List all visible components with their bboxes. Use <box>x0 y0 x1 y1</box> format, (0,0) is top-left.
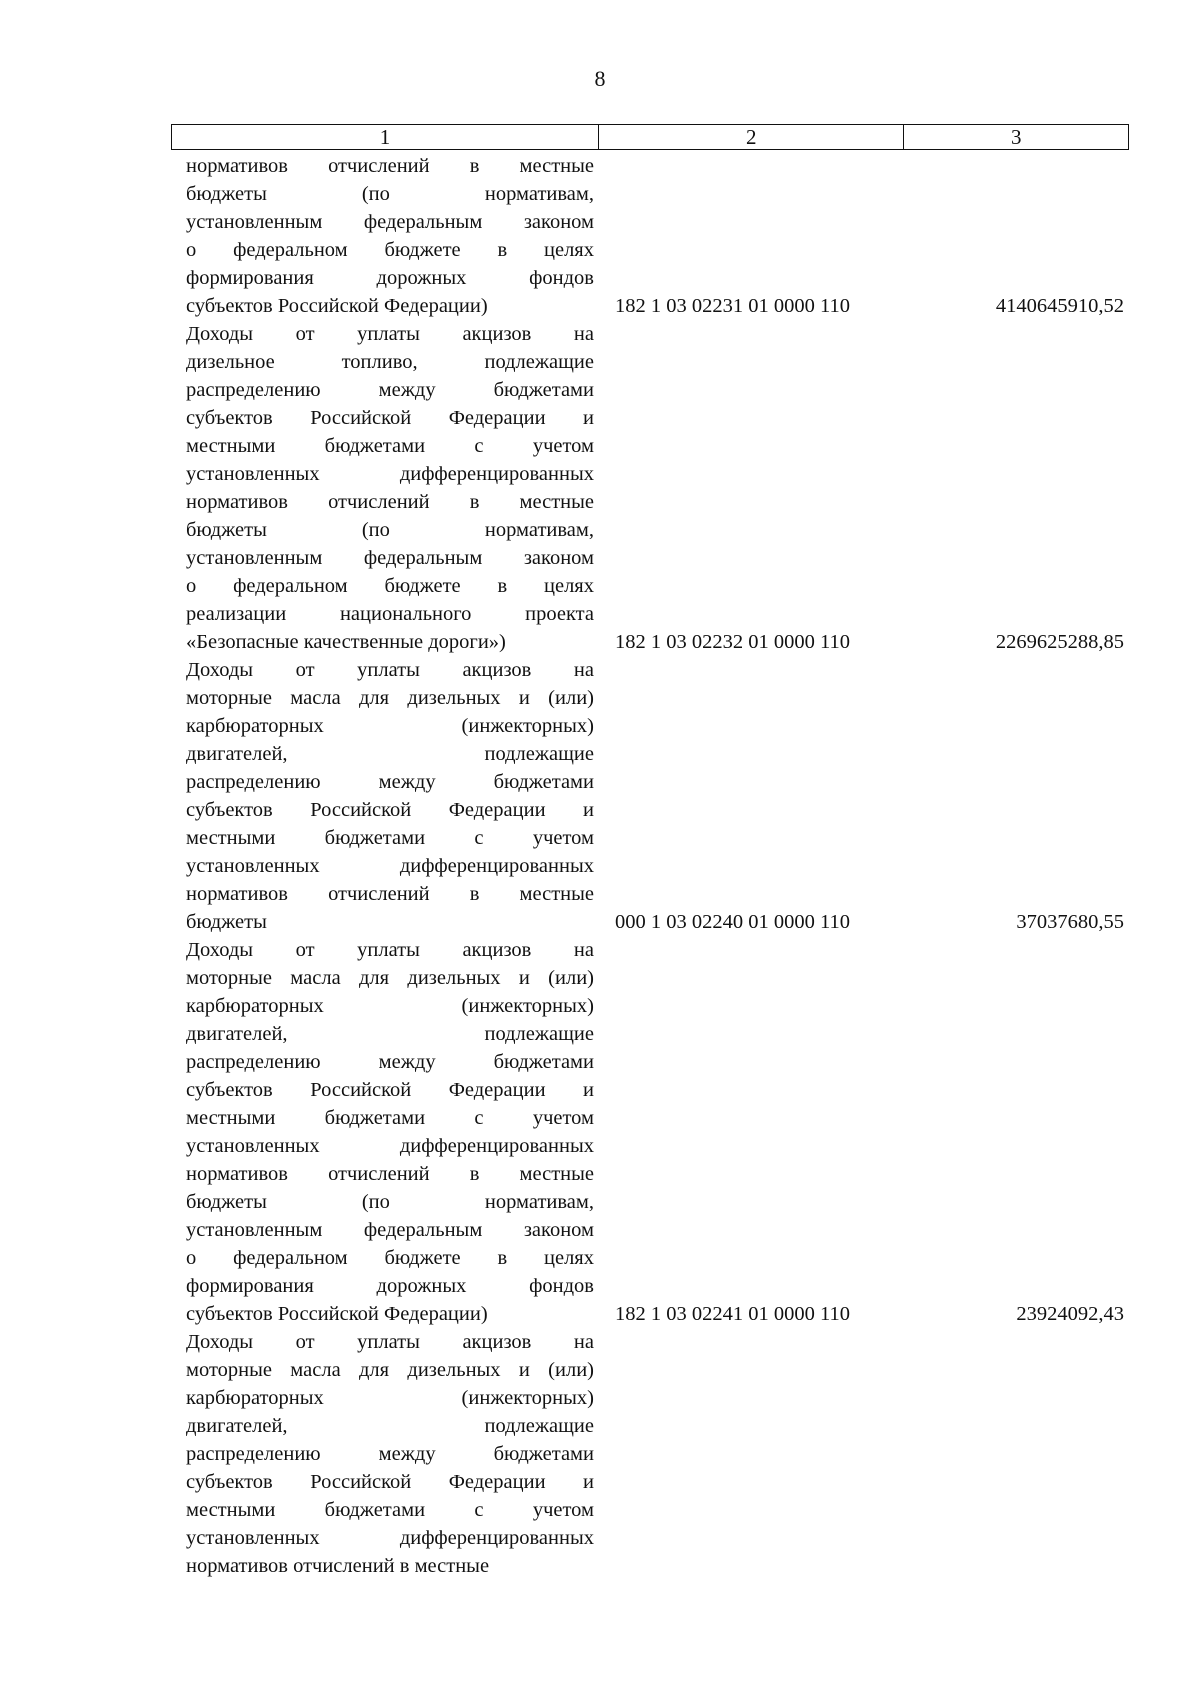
row-description <box>186 656 594 936</box>
description-line: субъектов Российской Федерации и <box>186 1079 594 1101</box>
row-description <box>186 152 594 320</box>
description-line: субъектов Российской Федерации) <box>186 295 488 317</box>
description-line: карбюраторных (инжекторных) <box>186 1387 594 1409</box>
row-description <box>186 1328 594 1580</box>
description-line: местными бюджетами с учетом <box>186 435 594 457</box>
description-line: местными бюджетами с учетом <box>186 1107 594 1129</box>
description-line: распределению между бюджетами <box>186 1443 594 1465</box>
row-code: 182 1 03 02231 01 0000 110 <box>615 295 850 317</box>
row-code: 182 1 03 02232 01 0000 110 <box>615 631 850 653</box>
description-line: нормативов отчислений в местные <box>186 883 594 905</box>
description-line: нормативов отчислений в местные <box>186 491 594 513</box>
description-line: распределению между бюджетами <box>186 379 594 401</box>
header-col-2: 2 <box>599 125 904 149</box>
page-number: 8 <box>594 66 606 91</box>
description-line: двигателей, подлежащие <box>186 1023 594 1045</box>
description-line: местными бюджетами с учетом <box>186 827 594 849</box>
description-line: моторные масла для дизельных и (или) <box>186 687 594 709</box>
description-line: местными бюджетами с учетом <box>186 1499 594 1521</box>
row-amount: 2269625288,85 <box>995 631 1124 653</box>
description-line: Доходы от уплаты акцизов на <box>186 659 594 681</box>
description-line: карбюраторных (инжекторных) <box>186 995 594 1017</box>
row-amount: 23924092,43 <box>1016 1303 1124 1325</box>
header-col-3: 3 <box>1010 125 1022 149</box>
description-line: установленным федеральным законом <box>186 547 594 569</box>
description-line: установленных дифференцированных <box>186 463 594 485</box>
description-line: о федеральном бюджете в целях <box>186 575 594 597</box>
table-header <box>171 124 1129 150</box>
description-line: субъектов Российской Федерации и <box>186 799 594 821</box>
description-line: моторные масла для дизельных и (или) <box>186 1359 594 1381</box>
description-line: нормативов отчислений в местные <box>186 1555 490 1577</box>
description-line: распределению между бюджетами <box>186 771 594 793</box>
description-line: карбюраторных (инжекторных) <box>186 715 594 737</box>
description-line: двигателей, подлежащие <box>186 1415 594 1437</box>
description-line: формирования дорожных фондов <box>186 1275 594 1297</box>
description-line: бюджеты (по нормативам, <box>186 519 594 541</box>
header-col-1: 1 <box>172 125 599 149</box>
row-amount: 37037680,55 <box>1016 911 1124 933</box>
row-code: 182 1 03 02241 01 0000 110 <box>615 1303 850 1325</box>
description-line: формирования дорожных фондов <box>186 267 594 289</box>
description-line: дизельное топливо, подлежащие <box>186 351 594 373</box>
description-line: моторные масла для дизельных и (или) <box>186 967 594 989</box>
description-line: нормативов отчислений в местные <box>186 155 594 177</box>
row-code: 000 1 03 02240 01 0000 110 <box>615 911 850 933</box>
description-line: реализации национального проекта <box>186 603 594 625</box>
description-line: Доходы от уплаты акцизов на <box>186 1331 594 1353</box>
description-line: установленным федеральным законом <box>186 211 594 233</box>
description-line: о федеральном бюджете в целях <box>186 239 594 261</box>
description-line: бюджеты (по нормативам, <box>186 1191 594 1213</box>
row-description <box>186 936 594 1328</box>
description-line: «Безопасные качественные дороги») <box>186 631 506 653</box>
description-line: бюджеты (по нормативам, <box>186 183 594 205</box>
description-line: Доходы от уплаты акцизов на <box>186 323 594 345</box>
description-line: распределению между бюджетами <box>186 1051 594 1073</box>
description-line: Доходы от уплаты акцизов на <box>186 939 594 961</box>
description-line: установленным федеральным законом <box>186 1219 594 1241</box>
row-description <box>186 320 594 656</box>
description-line: установленных дифференцированных <box>186 855 594 877</box>
description-line: субъектов Российской Федерации) <box>186 1303 488 1325</box>
description-line: установленных дифференцированных <box>186 1527 594 1549</box>
description-line: субъектов Российской Федерации и <box>186 407 594 429</box>
description-line: установленных дифференцированных <box>186 1135 594 1157</box>
description-line: нормативов отчислений в местные <box>186 1163 594 1185</box>
description-line: бюджеты <box>186 911 267 933</box>
row-amount: 4140645910,52 <box>995 295 1124 317</box>
description-line: субъектов Российской Федерации и <box>186 1471 594 1493</box>
description-line: двигателей, подлежащие <box>186 743 594 765</box>
description-line: о федеральном бюджете в целях <box>186 1247 594 1269</box>
